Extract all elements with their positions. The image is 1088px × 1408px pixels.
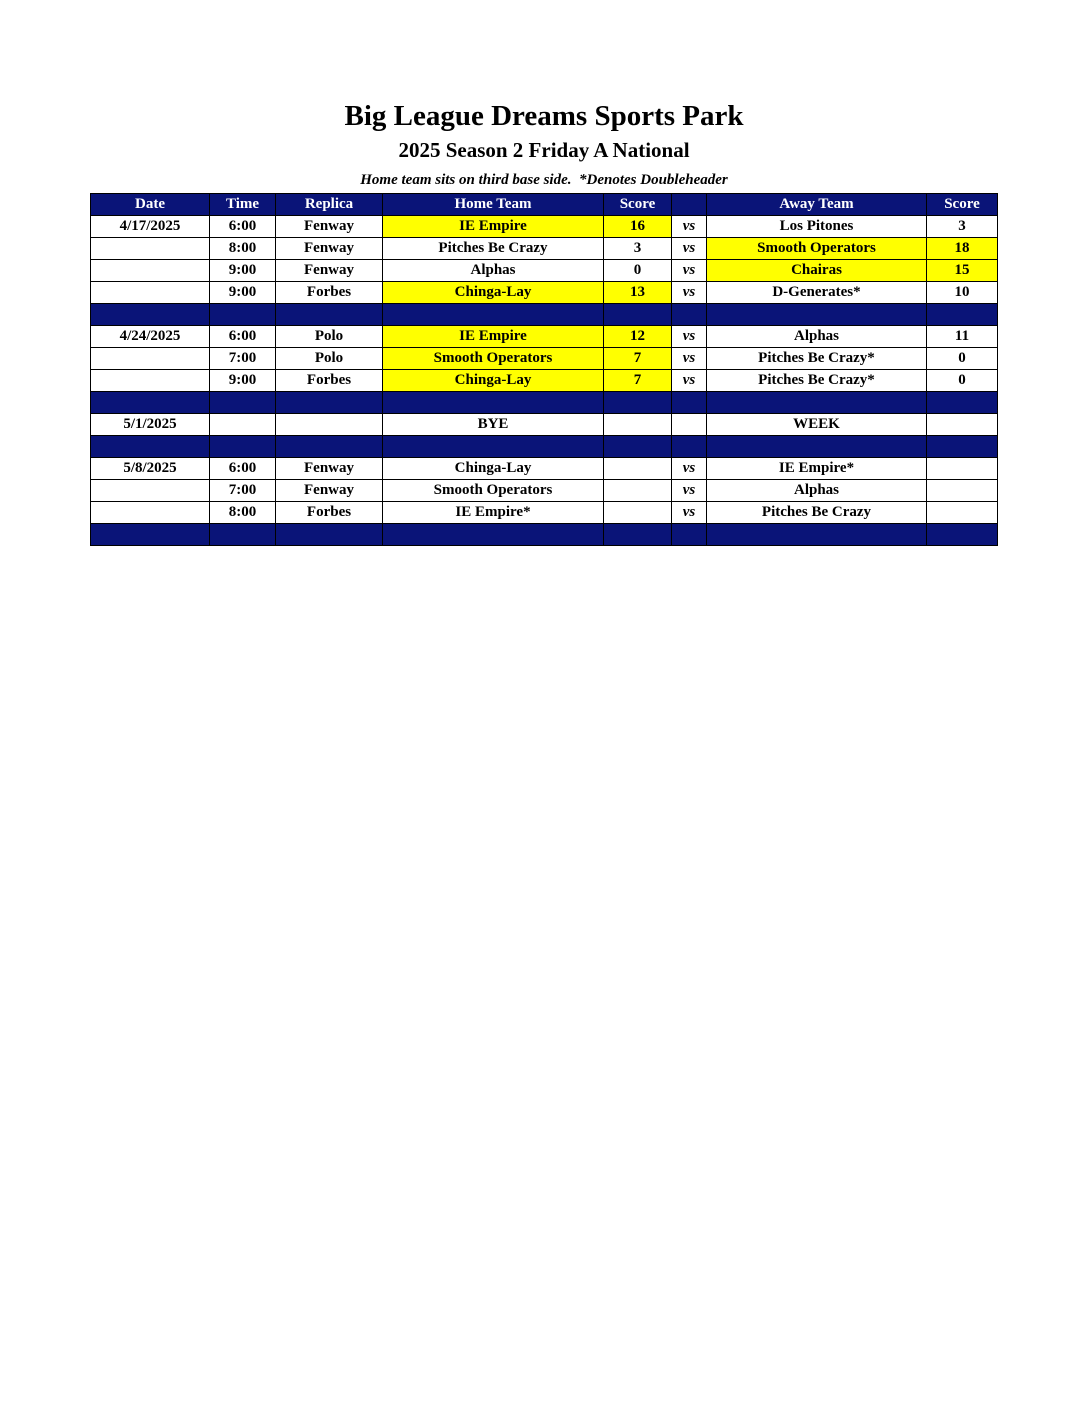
date-cell	[91, 502, 210, 524]
away-team-cell: Pitches Be Crazy*	[707, 370, 927, 392]
away-score-cell: 11	[927, 326, 998, 348]
vs-cell: vs	[672, 282, 707, 304]
vs-cell: vs	[672, 260, 707, 282]
vs-cell: vs	[672, 480, 707, 502]
vs-cell: vs	[672, 348, 707, 370]
away-team-cell: Los Pitones	[707, 216, 927, 238]
replica-cell: Fenway	[276, 260, 383, 282]
home-score-cell: 0	[604, 260, 672, 282]
home-team-cell: Smooth Operators	[383, 480, 604, 502]
away-team-cell: Pitches Be Crazy	[707, 502, 927, 524]
away-score-cell: 0	[927, 370, 998, 392]
separator-cell	[91, 436, 210, 458]
separator-cell	[210, 436, 276, 458]
away-score-cell	[927, 458, 998, 480]
home-score-cell: 13	[604, 282, 672, 304]
away-score-cell: 15	[927, 260, 998, 282]
away-team-cell: Pitches Be Crazy*	[707, 348, 927, 370]
vs-cell: vs	[672, 370, 707, 392]
away-score-cell	[927, 480, 998, 502]
col-header-home-team: Home Team	[383, 194, 604, 216]
replica-cell: Fenway	[276, 238, 383, 260]
table-row	[91, 238, 998, 260]
replica-cell: Fenway	[276, 458, 383, 480]
away-team-cell: Alphas	[707, 326, 927, 348]
home-team-cell: Pitches Be Crazy	[383, 238, 604, 260]
date-cell: 5/8/2025	[91, 458, 210, 480]
separator-cell	[604, 524, 672, 546]
time-cell: 7:00	[210, 480, 276, 502]
col-header-home-score: Score	[604, 194, 672, 216]
separator-cell	[383, 524, 604, 546]
vs-cell: vs	[672, 326, 707, 348]
time-cell	[210, 414, 276, 436]
col-header-time: Time	[210, 194, 276, 216]
home-team-cell: Alphas	[383, 260, 604, 282]
home-team-cell: IE Empire	[383, 216, 604, 238]
away-team-cell: WEEK	[707, 414, 927, 436]
separator-cell	[707, 436, 927, 458]
replica-cell: Fenway	[276, 216, 383, 238]
time-cell: 9:00	[210, 370, 276, 392]
away-team-cell: Alphas	[707, 480, 927, 502]
time-cell: 6:00	[210, 458, 276, 480]
separator-cell	[276, 392, 383, 414]
away-score-cell: 0	[927, 348, 998, 370]
home-score-cell	[604, 414, 672, 436]
page-subtitle: 2025 Season 2 Friday A National	[398, 138, 690, 162]
away-team-cell: IE Empire*	[707, 458, 927, 480]
separator-cell	[927, 392, 998, 414]
away-score-cell: 18	[927, 238, 998, 260]
separator-cell	[707, 392, 927, 414]
separator-row	[91, 436, 998, 458]
time-cell: 6:00	[210, 326, 276, 348]
separator-cell	[672, 524, 707, 546]
separator-cell	[604, 304, 672, 326]
separator-cell	[383, 392, 604, 414]
home-team-cell: Chinga-Lay	[383, 282, 604, 304]
home-team-cell: Chinga-Lay	[383, 458, 604, 480]
separator-cell	[927, 436, 998, 458]
date-cell: 4/24/2025	[91, 326, 210, 348]
home-team-cell: IE Empire*	[383, 502, 604, 524]
vs-cell: vs	[672, 238, 707, 260]
separator-cell	[276, 524, 383, 546]
home-team-cell: Smooth Operators	[383, 348, 604, 370]
date-cell	[91, 480, 210, 502]
separator-cell	[604, 392, 672, 414]
replica-cell: Polo	[276, 348, 383, 370]
away-score-cell: 10	[927, 282, 998, 304]
separator-cell	[707, 524, 927, 546]
separator-cell	[383, 436, 604, 458]
table-row	[91, 260, 998, 282]
home-score-cell	[604, 502, 672, 524]
replica-cell: Forbes	[276, 282, 383, 304]
schedule-note: Home team sits on third base side. *Denotes Doubleheader	[360, 172, 728, 188]
time-cell: 9:00	[210, 260, 276, 282]
separator-cell	[707, 304, 927, 326]
home-score-cell: 7	[604, 370, 672, 392]
separator-row	[91, 524, 998, 546]
replica-cell: Forbes	[276, 370, 383, 392]
col-header-away-score: Score	[927, 194, 998, 216]
schedule-table	[90, 193, 998, 546]
separator-cell	[91, 304, 210, 326]
col-header-away-team: Away Team	[707, 194, 927, 216]
separator-row	[91, 304, 998, 326]
date-cell	[91, 260, 210, 282]
separator-row	[91, 392, 998, 414]
date-cell: 4/17/2025	[91, 216, 210, 238]
away-score-cell: 3	[927, 216, 998, 238]
separator-cell	[210, 524, 276, 546]
table-header-row	[91, 194, 998, 216]
separator-cell	[672, 304, 707, 326]
separator-cell	[210, 304, 276, 326]
date-cell	[91, 348, 210, 370]
time-cell: 7:00	[210, 348, 276, 370]
separator-cell	[383, 304, 604, 326]
away-score-cell	[927, 502, 998, 524]
replica-cell: Polo	[276, 326, 383, 348]
separator-cell	[672, 392, 707, 414]
home-team-cell: IE Empire	[383, 326, 604, 348]
away-team-cell: Smooth Operators	[707, 238, 927, 260]
col-header-replica: Replica	[276, 194, 383, 216]
vs-cell: vs	[672, 458, 707, 480]
table-row	[91, 326, 998, 348]
separator-cell	[91, 524, 210, 546]
time-cell: 8:00	[210, 238, 276, 260]
col-header-date: Date	[91, 194, 210, 216]
table-row	[91, 480, 998, 502]
date-cell: 5/1/2025	[91, 414, 210, 436]
replica-cell: Fenway	[276, 480, 383, 502]
home-team-cell: Chinga-Lay	[383, 370, 604, 392]
away-team-cell: D-Generates*	[707, 282, 927, 304]
home-score-cell: 7	[604, 348, 672, 370]
col-header-vs	[672, 194, 707, 216]
away-score-cell	[927, 414, 998, 436]
table-row	[91, 458, 998, 480]
home-score-cell	[604, 458, 672, 480]
home-score-cell: 12	[604, 326, 672, 348]
replica-cell: Forbes	[276, 502, 383, 524]
separator-cell	[927, 304, 998, 326]
home-score-cell: 3	[604, 238, 672, 260]
replica-cell	[276, 414, 383, 436]
separator-cell	[276, 436, 383, 458]
vs-cell: vs	[672, 502, 707, 524]
home-team-cell: BYE	[383, 414, 604, 436]
home-score-cell: 16	[604, 216, 672, 238]
table-row	[91, 370, 998, 392]
table-row	[91, 216, 998, 238]
date-cell	[91, 238, 210, 260]
schedule-body	[91, 216, 998, 546]
time-cell: 6:00	[210, 216, 276, 238]
table-row	[91, 348, 998, 370]
away-team-cell: Chairas	[707, 260, 927, 282]
separator-cell	[927, 524, 998, 546]
separator-cell	[91, 392, 210, 414]
separator-cell	[672, 436, 707, 458]
date-cell	[91, 282, 210, 304]
vs-cell	[672, 414, 707, 436]
time-cell: 8:00	[210, 502, 276, 524]
date-cell	[91, 370, 210, 392]
separator-cell	[210, 392, 276, 414]
table-row	[91, 502, 998, 524]
time-cell: 9:00	[210, 282, 276, 304]
separator-cell	[276, 304, 383, 326]
page-title: Big League Dreams Sports Park	[344, 100, 744, 132]
vs-cell: vs	[672, 216, 707, 238]
table-row	[91, 282, 998, 304]
home-score-cell	[604, 480, 672, 502]
table-row	[91, 414, 998, 436]
separator-cell	[604, 436, 672, 458]
